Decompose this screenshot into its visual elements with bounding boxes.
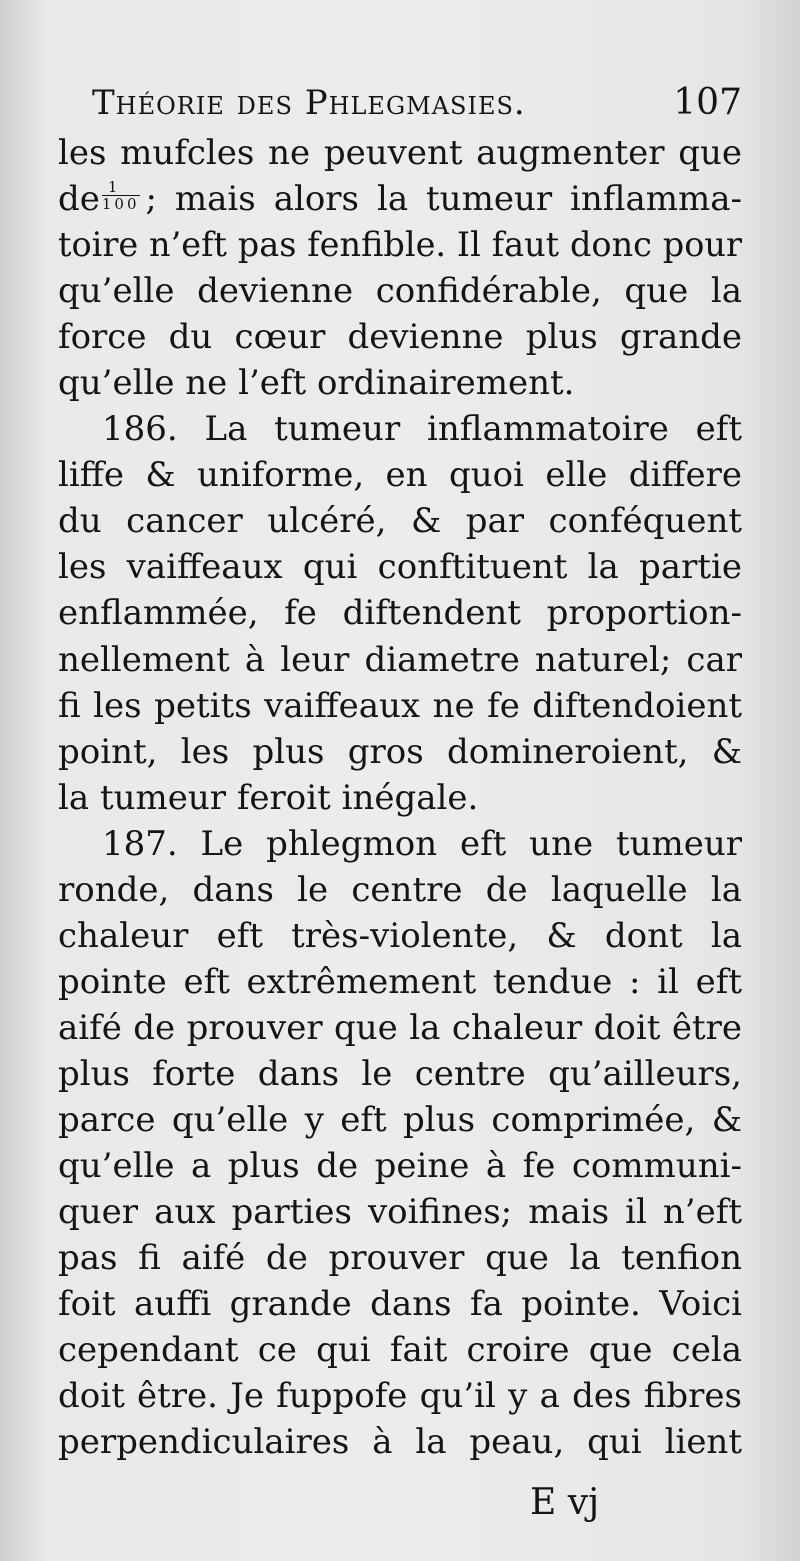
paragraph-186-start: 186. La tumeur inflammatoire eft: [102, 409, 742, 450]
text-line: les mufcles ne peuvent augmenter que: [58, 133, 742, 173]
page-header: [92, 82, 742, 124]
text-line: du cancer ulcéré, & par conféquent: [58, 501, 742, 542]
text-line: enflammée, fe diftendent proportion-: [58, 593, 742, 634]
text-line: nellement à leur diametre naturel; car: [58, 639, 742, 680]
text-line: point, les plus gros domineroient, &: [58, 731, 742, 772]
text-line: parce qu’elle y eft plus comprimée, &: [58, 1099, 742, 1140]
text-line: plus forte dans le centre qu’ailleurs,: [58, 1053, 742, 1094]
text-line: aifé de prouver que la chaleur doit être: [58, 1007, 742, 1048]
text-line: la tumeur feroit inégale.: [58, 777, 479, 818]
text-line: les vaiffeaux qui conftituent la partie: [58, 547, 742, 588]
text-line: foit auffi grande dans fa pointe. Voici: [58, 1284, 742, 1325]
body-text: [58, 130, 742, 1465]
text-line: force du cœur devienne plus grande: [58, 317, 742, 358]
fraction-numerator: 1: [102, 179, 140, 196]
text-line: liffe & uniforme, en quoi elle differe: [58, 455, 742, 496]
fraction-denominator: 100: [101, 194, 140, 213]
text-fragment: de: [58, 179, 100, 220]
text-line: fi les petits vaiffeaux ne fe diftendoient: [58, 685, 742, 726]
running-title: Théorie des Phlegmasies.: [92, 83, 526, 123]
text-line: qu’elle ne l’eft ordinairement.: [58, 363, 575, 404]
paragraph-187-start: 187. Le phlegmon eft une tumeur: [102, 823, 742, 864]
text-fragment: ; mais alors la tumeur inflamma-: [145, 179, 742, 220]
text-line: cependant ce qui fait croire que cela: [58, 1330, 742, 1371]
signature-mark: E vj: [530, 1482, 600, 1523]
text-line: ronde, dans le centre de laquelle la: [58, 869, 742, 910]
fraction: [102, 179, 140, 212]
text-line: toire n’eft pas fenfible. Il faut donc pour: [58, 225, 742, 265]
text-line: qu’elle a plus de peine à fe communi-: [58, 1146, 742, 1187]
text-line: pointe eft extrêmement tendue : il eft: [58, 961, 742, 1002]
text-line: qu’elle devienne confidérable, que la: [58, 271, 742, 312]
text-line: quer aux parties voifines; mais il n’eft: [58, 1192, 742, 1233]
text-line: perpendiculaires à la peau, qui lient: [58, 1422, 742, 1463]
page-number: 107: [673, 82, 742, 123]
text-line: pas fi aifé de prouver que la tenfion: [58, 1238, 742, 1279]
text-line: doit être. Je fuppofe qu’il y a des fibres: [58, 1376, 742, 1417]
text-line: chaleur eft très-violente, & dont la: [58, 915, 742, 956]
text-line-with-fraction: [58, 176, 742, 222]
